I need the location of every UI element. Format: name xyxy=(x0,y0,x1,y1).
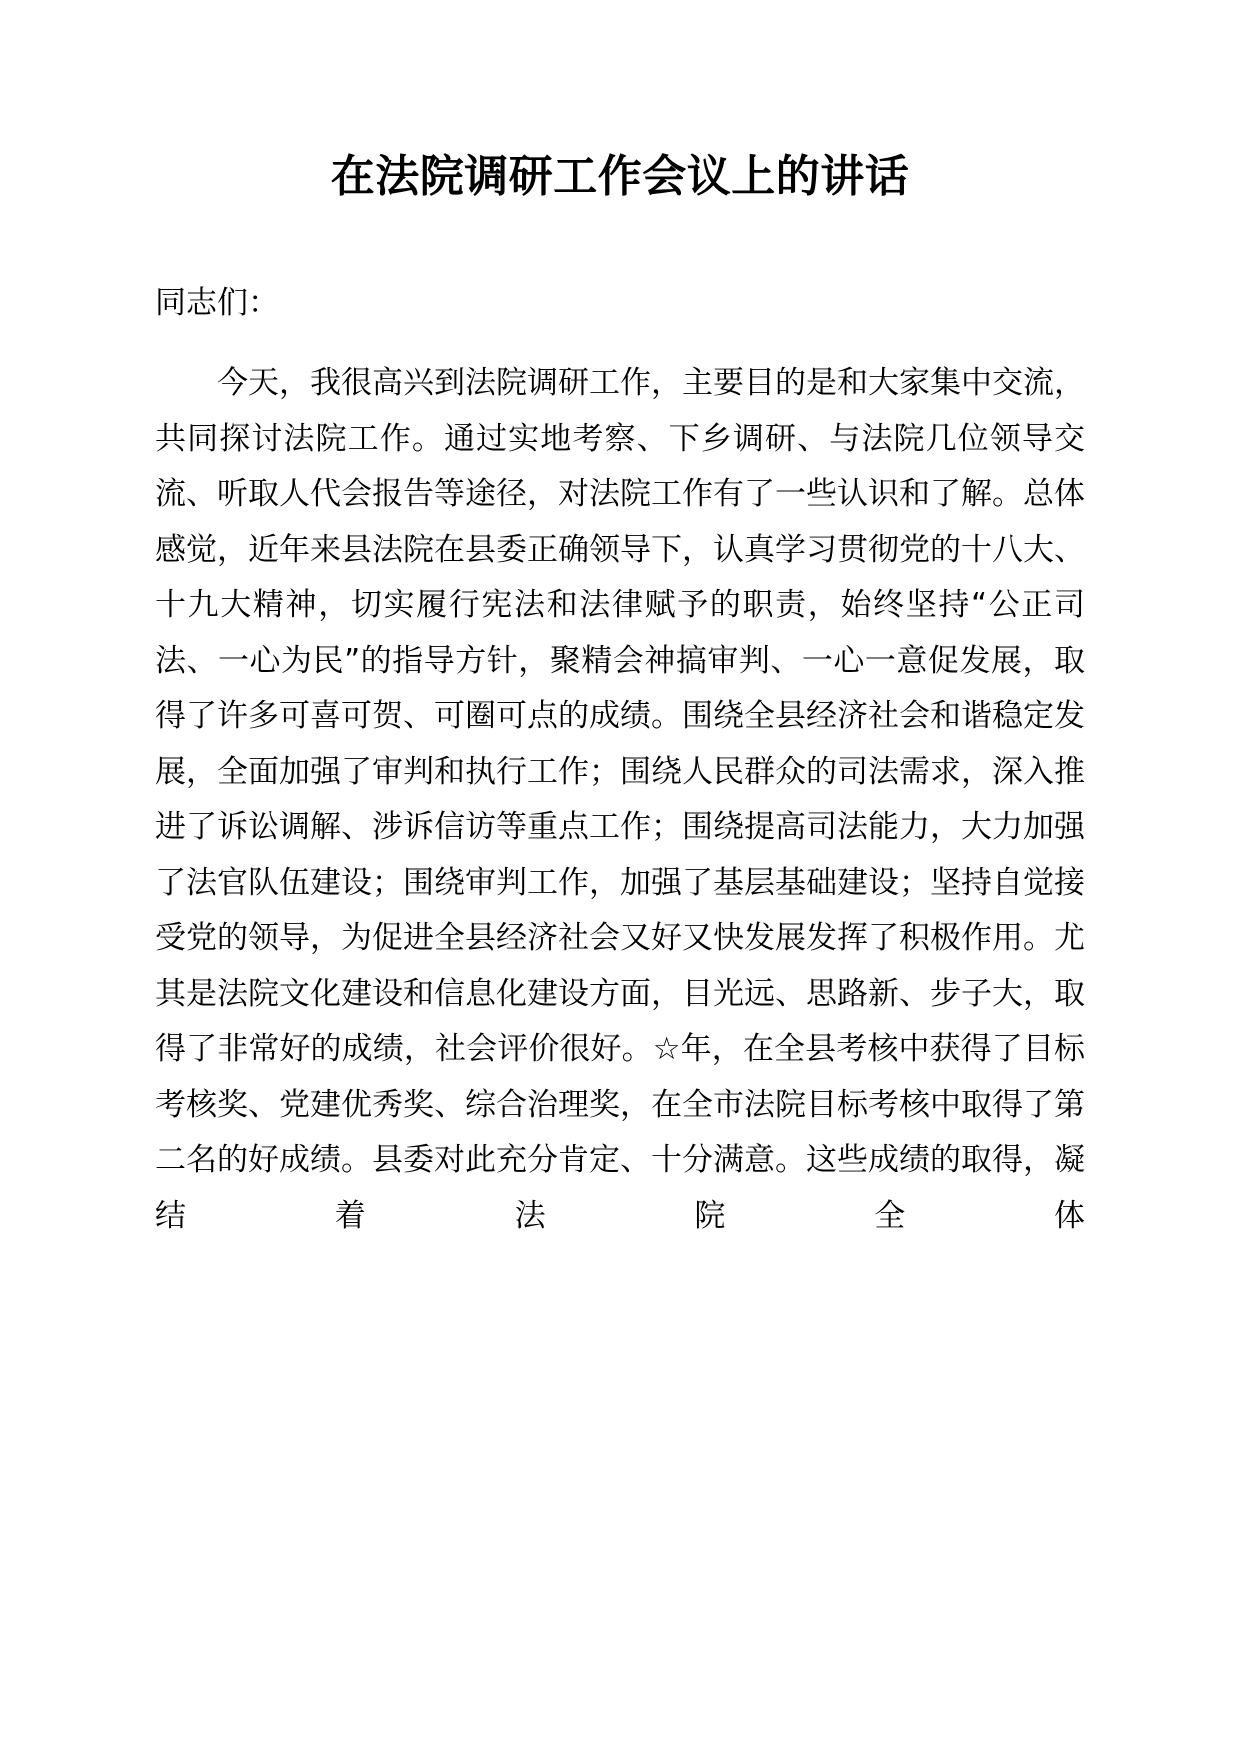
document-body xyxy=(155,326,1085,1300)
page-title: 在法院调研工作会议上的讲话 xyxy=(330,151,910,202)
salutation: 同志们： xyxy=(155,285,279,321)
body-paragraph: 今天，我很高兴到法院调研工作，主要目的是和大家集中交流，共同探讨法院工作。通过实地考察、下乡调研、与法院几位领导交流、听取人代会报告等途径，对法院工作有了一些认识和了解。总体感觉，近年来县法院在县委正确领导下，认真学习贯彻党的十八大、十九大精神，切实履行宪法和法律赋予的职责，始终坚持“公正司法、一心为民”的指导方针，聚精会神搞审判、一心一意促发展，取得了许多可喜可贺、可圈可点的成绩。围绕全县经济社会和谐稳定发展，全面加强了审判和执行工作；围绕人民群众的司法需求，深入推进了诉讼调解、涉诉信访等重点工作；围绕提高司法能力，大力加强了法官队伍建设；围绕审判工作，加强了基层基础建设；坚持自觉接受党的领导，为促进全县经济社会又好又快发展发挥了积极作用。尤其是法院文化建设和信息化建设方面，目光远、思路新、步子大，取得了非常好的成绩，社会评价很好。☆年，在全县考核中获得了目标考核奖、党建优秀奖、综合治理奖，在全市法院目标考核中取得了第二名的好成绩。县委对此充分肯定、十分满意。这些成绩的取得，凝结着法院全体 xyxy=(155,365,1085,1234)
